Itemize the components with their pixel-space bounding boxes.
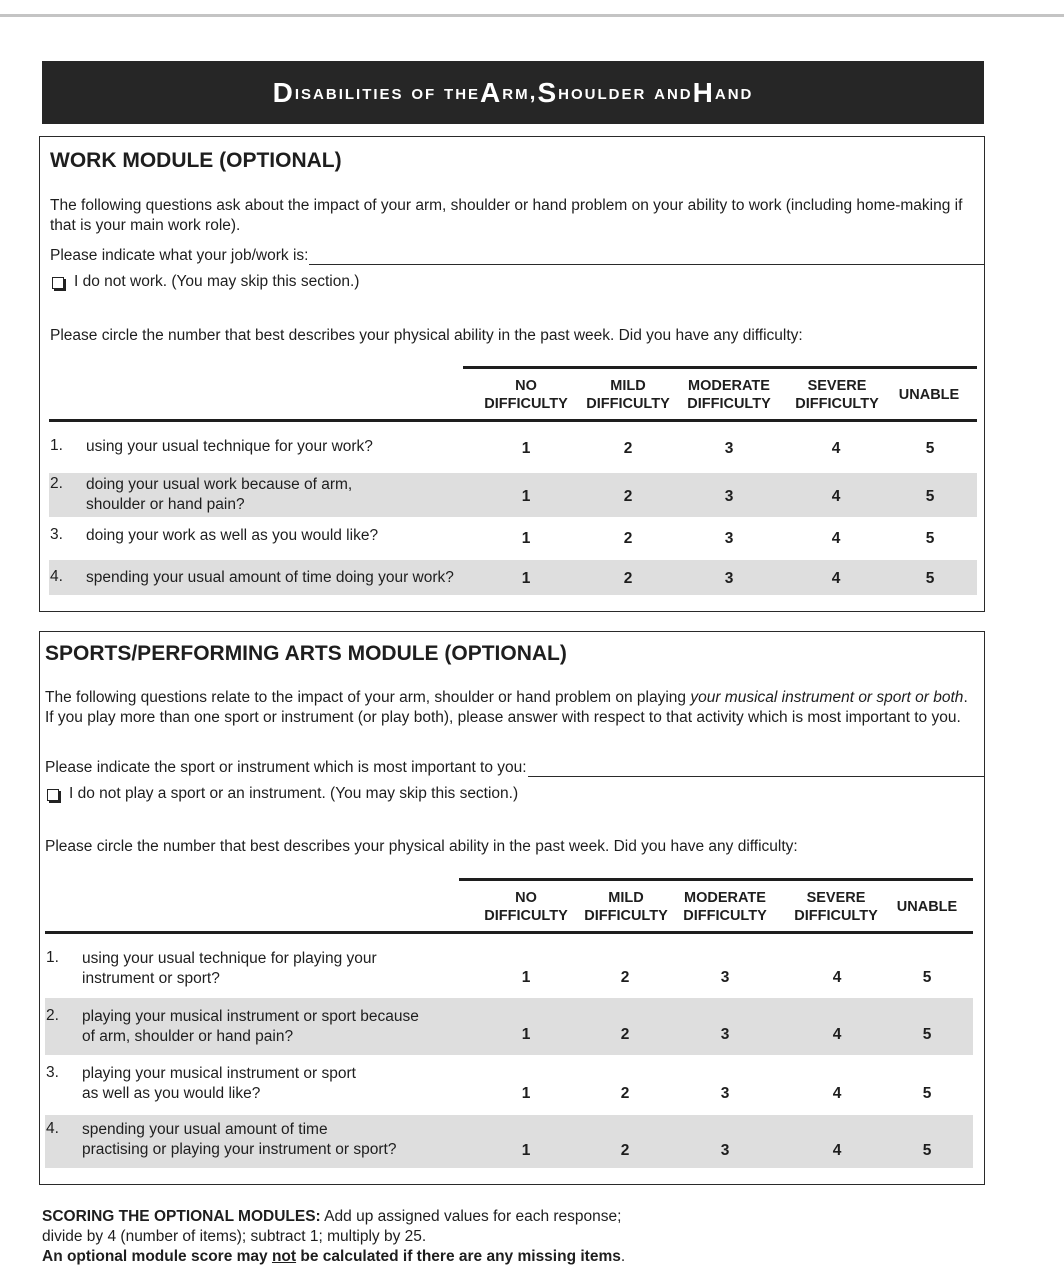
col-moderate-difficulty: MODERATE DIFFICULTY xyxy=(683,890,767,924)
table-row: 3. playing your musical instrument or sport as well as you would like? 1 2 3 4 5 xyxy=(45,1055,973,1114)
table-row: 2. doing your usual work because of arm, shoulder or hand pain? 1 2 3 4 5 xyxy=(49,473,977,517)
rating-3[interactable]: 3 xyxy=(720,1142,730,1159)
rating-3[interactable]: 3 xyxy=(724,488,734,505)
rating-4[interactable]: 4 xyxy=(831,530,841,547)
rating-3[interactable]: 3 xyxy=(724,440,734,457)
checkbox[interactable] xyxy=(47,789,59,801)
rating-2[interactable]: 2 xyxy=(620,1026,630,1043)
sports-table-header xyxy=(45,878,973,932)
no-sport-option[interactable] xyxy=(47,785,518,803)
no-sport-label: I do not play a sport or an instrument. (You may skip this section.) xyxy=(69,785,519,802)
col-severe-difficulty: SEVERE DIFFICULTY xyxy=(795,378,879,412)
sport-input[interactable] xyxy=(528,762,984,777)
table-row: 2. playing your musical instrument or sport because of arm, shoulder or hand pain? 1 2 3 4 5 xyxy=(45,998,973,1055)
job-input[interactable] xyxy=(309,250,984,265)
sports-table xyxy=(45,878,973,1159)
rating-4[interactable]: 4 xyxy=(832,969,842,986)
work-instruction: Please circle the number that best describes your physical ability in the past week. Did you have any difficulty: xyxy=(50,327,803,344)
rating-5[interactable]: 5 xyxy=(925,488,935,505)
col-severe-difficulty: SEVERE DIFFICULTY xyxy=(794,890,878,924)
job-field-row xyxy=(50,247,984,265)
sport-field-row xyxy=(45,759,984,777)
no-work-label: I do not work. (You may skip this section.) xyxy=(74,273,360,290)
col-unable: UNABLE xyxy=(896,899,958,915)
table-row: 1. using your usual technique for your work? 1 2 3 4 5 xyxy=(49,428,977,469)
sports-instruction: Please circle the number that best describes your physical ability in the past week. Did you have any difficulty: xyxy=(45,838,798,855)
rating-3[interactable]: 3 xyxy=(720,1026,730,1043)
col-no-difficulty: NO DIFFICULTY xyxy=(484,378,568,412)
work-table xyxy=(49,366,977,587)
rating-2[interactable]: 2 xyxy=(620,969,630,986)
sports-module xyxy=(39,631,985,1185)
table-row: 4. spending your usual amount of time doing your work? 1 2 3 4 5 xyxy=(49,560,977,595)
rating-4[interactable]: 4 xyxy=(831,570,841,587)
table-row: 3. doing your work as well as you would like? 1 2 3 4 5 xyxy=(49,517,977,559)
rating-4[interactable]: 4 xyxy=(832,1085,842,1102)
table-row: 4. spending your usual amount of time practising or playing your instrument or sport? 1 2 3 4 5 xyxy=(45,1115,973,1168)
rating-1[interactable]: 1 xyxy=(521,570,531,587)
rating-1[interactable]: 1 xyxy=(521,969,531,986)
rating-3[interactable]: 3 xyxy=(720,1085,730,1102)
rating-4[interactable]: 4 xyxy=(831,488,841,505)
rating-2[interactable]: 2 xyxy=(623,570,633,587)
rating-2[interactable]: 2 xyxy=(620,1085,630,1102)
sports-intro: The following questions relate to the impact of your arm, shoulder or hand problem on playing your musical instrument or sport or both. If you play more than one sport or instrument (or play both), please answer with respect to that activity which is most important to you. xyxy=(45,689,968,726)
rating-1[interactable]: 1 xyxy=(521,1142,531,1159)
rating-4[interactable]: 4 xyxy=(832,1026,842,1043)
rating-2[interactable]: 2 xyxy=(623,440,633,457)
rating-5[interactable]: 5 xyxy=(925,440,935,457)
rating-2[interactable]: 2 xyxy=(623,530,633,547)
rating-1[interactable]: 1 xyxy=(521,488,531,505)
work-table-header xyxy=(49,366,977,420)
no-work-option[interactable] xyxy=(52,273,359,291)
rating-2[interactable]: 2 xyxy=(623,488,633,505)
rating-5[interactable]: 5 xyxy=(922,969,932,986)
rating-4[interactable]: 4 xyxy=(832,1142,842,1159)
rating-5[interactable]: 5 xyxy=(925,530,935,547)
col-unable: UNABLE xyxy=(898,387,960,403)
rating-5[interactable]: 5 xyxy=(922,1142,932,1159)
work-intro: The following questions ask about the impact of your arm, shoulder or hand problem on your ability to work (including home-making if that is your main work role). xyxy=(50,197,963,234)
top-rule xyxy=(0,14,1064,17)
rating-3[interactable]: 3 xyxy=(720,969,730,986)
rating-5[interactable]: 5 xyxy=(925,570,935,587)
rating-1[interactable]: 1 xyxy=(521,530,531,547)
sport-prompt: Please indicate the sport or instrument which is most important to you: xyxy=(45,759,527,776)
rating-1[interactable]: 1 xyxy=(521,440,531,457)
col-mild-difficulty: MILD DIFFICULTY xyxy=(584,890,668,924)
rating-3[interactable]: 3 xyxy=(724,570,734,587)
table-row: 1. using your usual technique for playing your instrument or sport? 1 2 3 4 5 xyxy=(45,940,973,998)
rating-5[interactable]: 5 xyxy=(922,1026,932,1043)
col-moderate-difficulty: MODERATE DIFFICULTY xyxy=(687,378,771,412)
sports-module-title: SPORTS/PERFORMING ARTS MODULE (OPTIONAL) xyxy=(45,642,567,665)
rating-2[interactable]: 2 xyxy=(620,1142,630,1159)
col-no-difficulty: NO DIFFICULTY xyxy=(484,890,568,924)
rating-5[interactable]: 5 xyxy=(922,1085,932,1102)
rating-1[interactable]: 1 xyxy=(521,1026,531,1043)
rating-4[interactable]: 4 xyxy=(831,440,841,457)
col-mild-difficulty: MILD DIFFICULTY xyxy=(586,378,670,412)
work-module-title: WORK MODULE (OPTIONAL) xyxy=(50,149,342,172)
job-prompt: Please indicate what your job/work is: xyxy=(50,247,309,264)
scoring-instructions: SCORING THE OPTIONAL MODULES: Add up assigned values for each response; divide by 4 (number of items); subtract 1; multiply by 25. An optional module score may not be calculated if there are any missing items. xyxy=(42,1208,626,1265)
checkbox[interactable] xyxy=(52,277,64,289)
rating-3[interactable]: 3 xyxy=(724,530,734,547)
rating-1[interactable]: 1 xyxy=(521,1085,531,1102)
work-module xyxy=(39,136,985,612)
page-title: D isabilities of the A rm, S houlder and H and xyxy=(42,61,984,124)
